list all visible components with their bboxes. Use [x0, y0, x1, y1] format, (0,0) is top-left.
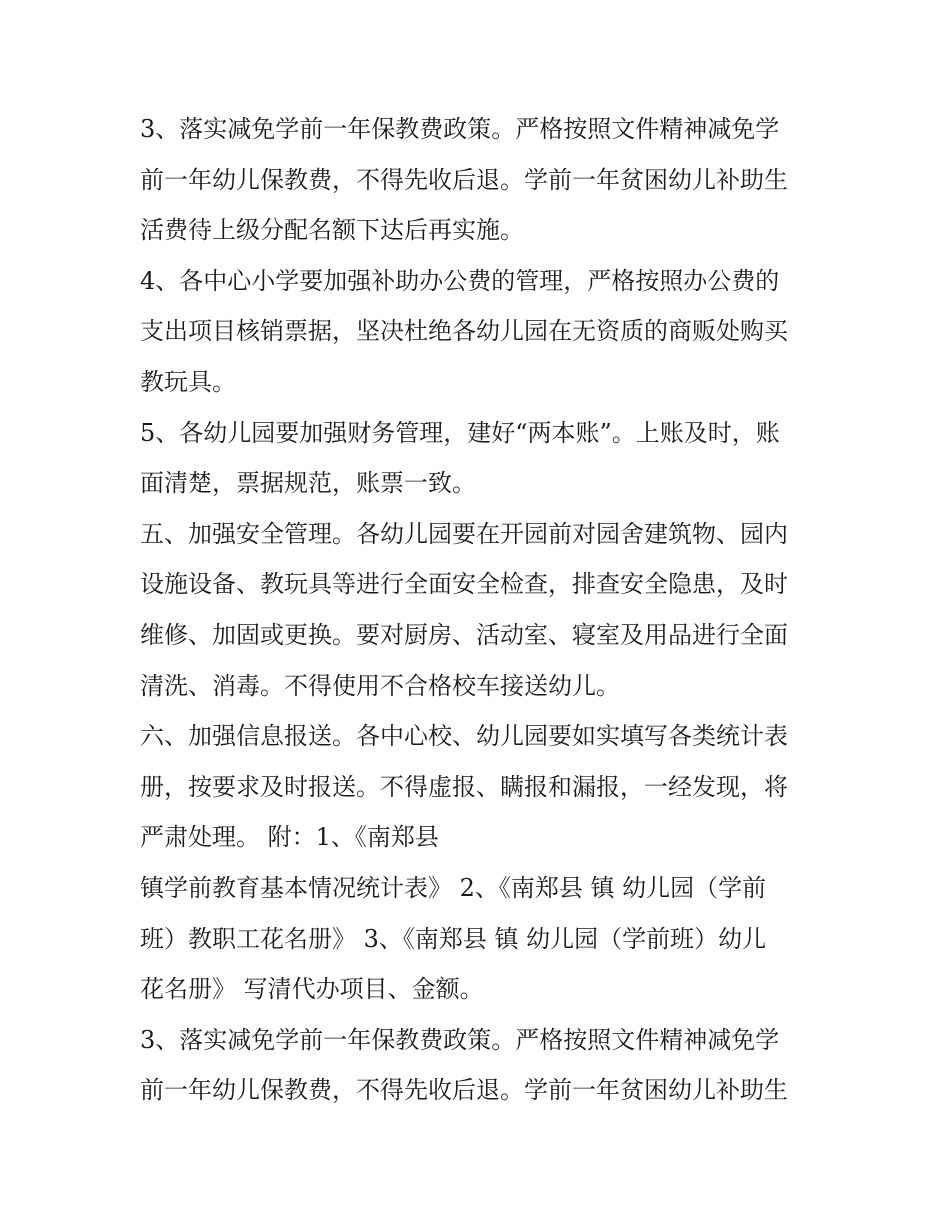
paragraph-information-reporting	[140, 711, 820, 1015]
text-line: 4、各中心小学要加强补助办公费的管理，严格按照办公费的	[140, 266, 780, 295]
paragraph-fee-reduction-repeat	[140, 1015, 820, 1116]
text-line: 清洗、消毒。不得使用不合格校车接送幼儿。	[140, 671, 620, 700]
text-line: 设施设备、教玩具等进行全面安全检查，排查安全隐患，及时	[140, 570, 788, 599]
text-line: 3、落实减免学前一年保教费政策。严格按照文件精神减免学	[140, 1025, 780, 1054]
text-line: 面清楚，票据规范，账票一致。	[140, 469, 476, 498]
text-line: 镇学前教育基本情况统计表》 2、《南郑县 镇 幼儿园（学前	[140, 873, 767, 902]
text-line: 花名册》 写清代办项目、金额。	[140, 975, 484, 1004]
text-line: 严肃处理。 附：1、《南郑县	[140, 823, 439, 852]
text-line: 支出项目核销票据，坚决杜绝各幼儿园在无资质的商贩处购买	[140, 317, 788, 346]
text-line: 教玩具。	[140, 367, 236, 396]
text-line: 前一年幼儿保教费，不得先收后退。学前一年贫困幼儿补助生	[140, 165, 788, 194]
text-line: 五、加强安全管理。各幼儿园要在开园前对园舍建筑物、园内	[140, 519, 788, 548]
paragraph-fee-reduction	[140, 104, 820, 256]
text-line: 活费待上级分配名额下达后再实施。	[140, 216, 524, 245]
text-line: 六、加强信息报送。各中心校、幼儿园要如实填写各类统计表	[140, 722, 788, 751]
text-line: 班）教职工花名册》 3、《南郑县 镇 幼儿园（学前班）幼儿	[140, 924, 767, 953]
document-body	[140, 104, 820, 1116]
text-line: 前一年幼儿保教费，不得先收后退。学前一年贫困幼儿补助生	[140, 1076, 788, 1105]
text-line: 3、落实减免学前一年保教费政策。严格按照文件精神减免学	[140, 115, 780, 143]
text-line: 5、各幼儿园要加强财务管理，建好“两本账”。上账及时，账	[140, 418, 780, 447]
paragraph-office-fee	[140, 256, 820, 408]
text-line: 册，按要求及时报送。不得虚报、瞒报和漏报，一经发现，将	[140, 772, 788, 801]
paragraph-finance-management	[140, 408, 820, 509]
paragraph-safety-management	[140, 509, 820, 711]
text-line: 维修、加固或更换。要对厨房、活动室、寝室及用品进行全面	[140, 620, 788, 649]
